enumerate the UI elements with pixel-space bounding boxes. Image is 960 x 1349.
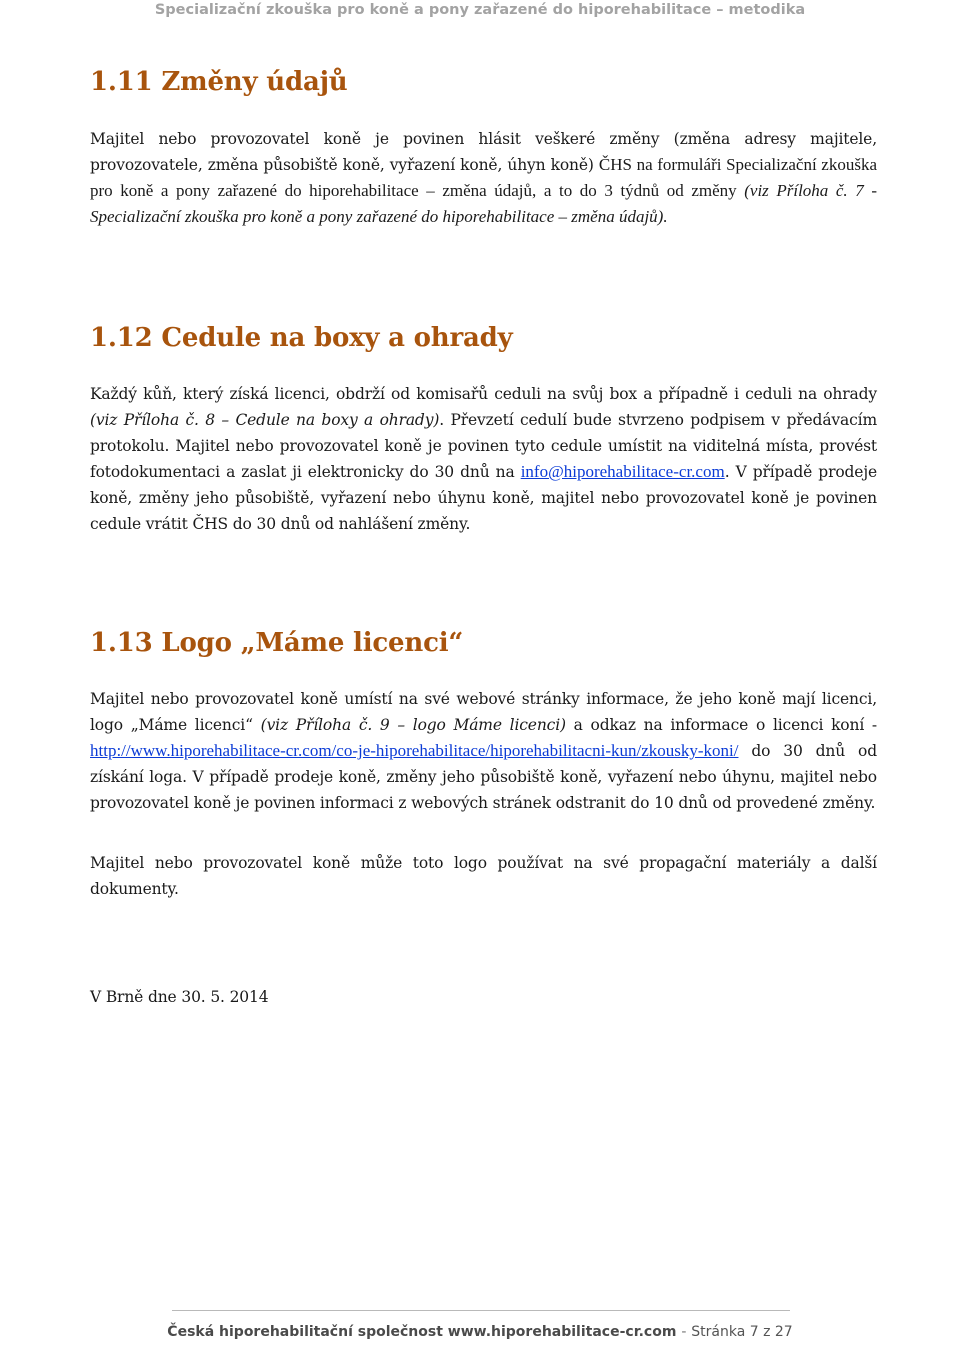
page-footer <box>0 1324 960 1340</box>
section-1-13-text-2: (viz Příloha č. 9 – logo Máme licenci) <box>260 716 566 734</box>
section-1-11-text-3: (viz Příloha č. 7 - Specializační zkouška pro koně a pony zařazené do hiporehabilitace – změna údajů). <box>90 181 878 226</box>
section-1-13-paragraph-2: Majitel nebo provozovatel koně může toto logo používat na své propagační materiály a další dokumenty. <box>90 854 877 898</box>
footer-website: www.hiporehabilitace-cr.com <box>447 1324 677 1340</box>
section-heading-1-11: 1.11 Změny údajů <box>90 67 348 97</box>
page-header <box>0 0 960 24</box>
page-header-title: Specializační zkouška pro koně a pony zařazené do hiporehabilitace – metodika <box>154 2 806 18</box>
section-1-12-text-2: (viz Příloha č. 8 – Cedule na boxy a ohrady) <box>90 411 440 429</box>
email-link[interactable]: info@hiporehabilitace-cr.com <box>520 462 725 481</box>
section-1-12-text-4: . V případě prodeje koně, změny jeho působiště, vyřazení nebo úhynu koně, majitel nebo provozovatel koně je povinen cedule vrátit ČHS do 30 dnů od nahlášení změny. <box>90 463 877 533</box>
section-1-13-text-1: Majitel nebo provozovatel koně umístí na své webové stránky informace, že jeho koně mají licenci, logo „Máme licenci“ <box>90 690 877 734</box>
section-1-13-text-3: a odkaz na informace o licenci koní - <box>565 716 877 734</box>
footer-page-number: Stránka 7 z 27 <box>691 1324 793 1340</box>
section-1-12-paragraph <box>90 381 877 537</box>
section-1-12-text-1: Každý kůň, který získá licenci, obdrží od komisařů ceduli na svůj box a případně i ceduli na ohrady <box>90 385 877 403</box>
section-1-11-paragraph <box>90 126 877 230</box>
section-heading-1-12: 1.12 Cedule na boxy a ohrady <box>90 323 513 353</box>
footer-divider <box>172 1310 790 1311</box>
section-heading-1-13: 1.13 Logo „Máme licenci“ <box>90 628 464 658</box>
footer-organization: Česká hiporehabilitační společnost <box>167 1324 443 1340</box>
licence-info-link[interactable]: http://www.hiporehabilitace-cr.com/co-je-hiporehabilitace/hiporehabilitacni-kun/zkousky-koni/ <box>90 741 739 760</box>
section-1-11-text-1: Majitel nebo provozovatel koně je povinen hlásit veškeré změny (změna adresy majitele, provozovatele, změna působiště koně, vyřazení koně, úhyn koně) <box>90 130 877 174</box>
footer-separator: - <box>681 1324 687 1340</box>
section-1-11-text-2: ČHS na formuláři Specializační zkouška pro koně a pony zařazené do hiporehabilitace – změna údajů, a to do 3 týdnů od změny <box>90 155 877 200</box>
section-1-12-text-3: . Převzetí cedulí bude stvrzeno podpisem v předávacím protokolu. Majitel nebo provozovatel koně je povinen tyto cedule umístit na viditelná místa, provést fotodokumentaci a zaslat ji elektronicky do 30 dnů na <box>90 411 877 481</box>
date-line: V Brně dne 30. 5. 2014 <box>90 988 269 1006</box>
section-1-13-text-4: do 30 dnů od získání loga. V případě prodeje koně, změny jeho působiště koně, vyřazení nebo úhynu, majitel nebo provozovatel koně je povinen informaci z webových stránek odstranit do 10 dnů od provedené změny. <box>90 742 877 812</box>
section-1-13-paragraph-1 <box>90 686 877 816</box>
